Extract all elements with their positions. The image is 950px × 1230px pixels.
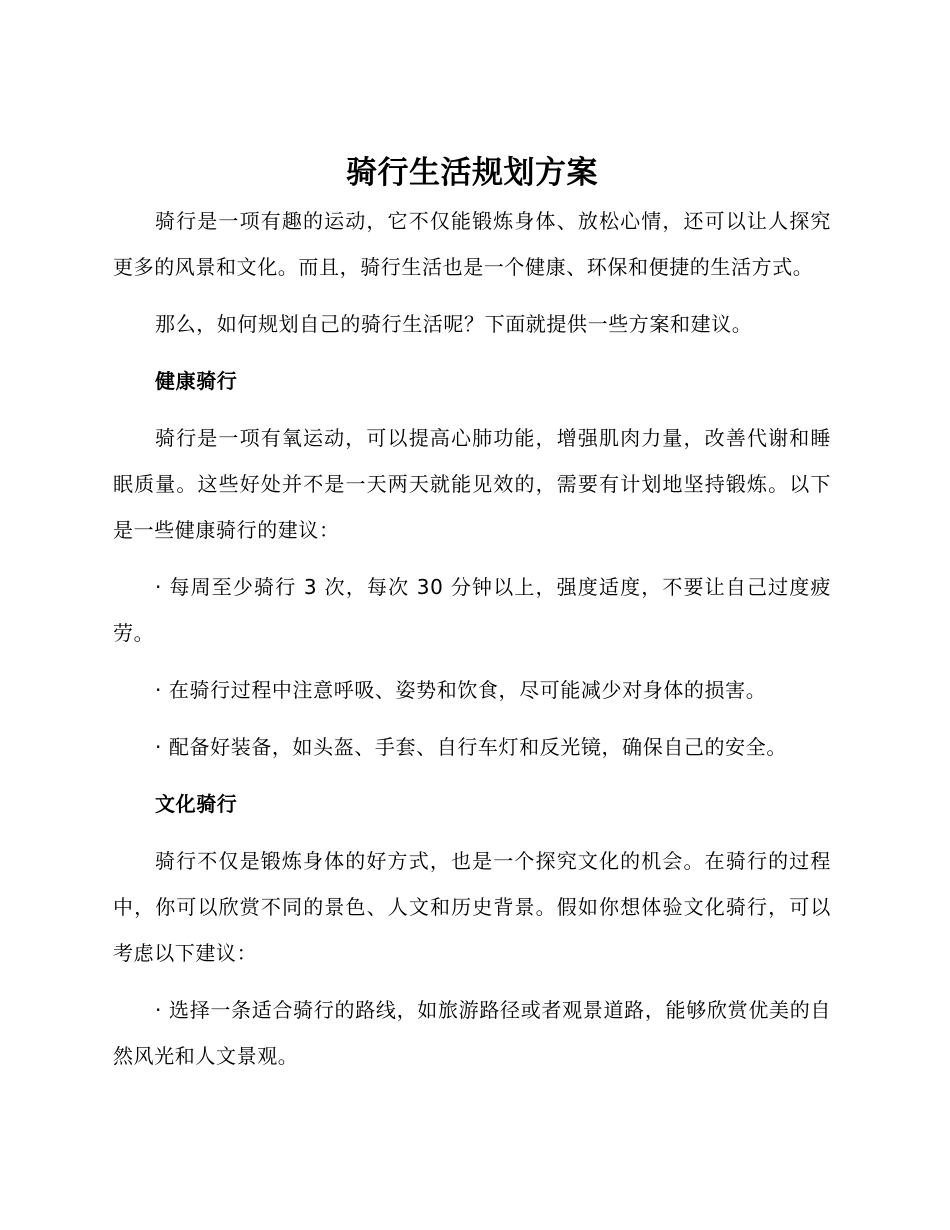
document-title: 骑行生活规划方案 [346,155,598,191]
section-culture [113,781,831,1079]
bullet-item: · 在骑行过程中注意呼吸、姿势和饮食，尽可能减少对身体的损害。 [155,678,767,702]
section-paragraph: 骑行是一项有氧运动，可以提高心肺功能，增强肌肉力量，改善代谢和睡眠质量。这些好处并不是一天两天就能见效的，需要有计划地坚持锻炼。以下是一些健康骑行的建议： [113,426,831,542]
bullet-item: · 选择一条适合骑行的路线，如旅游路径或者观景道路，能够欣赏优美的自然风光和人文景观。 [113,998,831,1068]
bullet-item: · 配备好装备，如头盔、手套、自行车灯和反光镜，确保自己的安全。 [155,735,787,759]
section-health [113,358,831,770]
bullet-item: · 每周至少骑行 3 次，每次 30 分钟以上，强度适度，不要让自己过度疲劳。 [113,575,831,645]
section-heading: 健康骑行 [155,369,238,393]
intro-paragraph-2: 那么，如何规划自己的骑行生活呢？下面就提供一些方案和建议。 [155,312,753,336]
intro-paragraph-1: 骑行是一项有趣的运动，它不仅能锻炼身体、放松心情，还可以让人探究更多的风景和文化。而且，骑行生活也是一个健康、环保和便捷的生活方式。 [113,209,831,279]
section-paragraph: 骑行不仅是锻炼身体的好方式，也是一个探究文化的机会。在骑行的过程中，你可以欣赏不同的景色、人文和历史背景。假如你想体验文化骑行，可以考虑以下建议： [113,849,831,965]
section-heading: 文化骑行 [155,792,238,816]
document-page [113,150,831,1090]
